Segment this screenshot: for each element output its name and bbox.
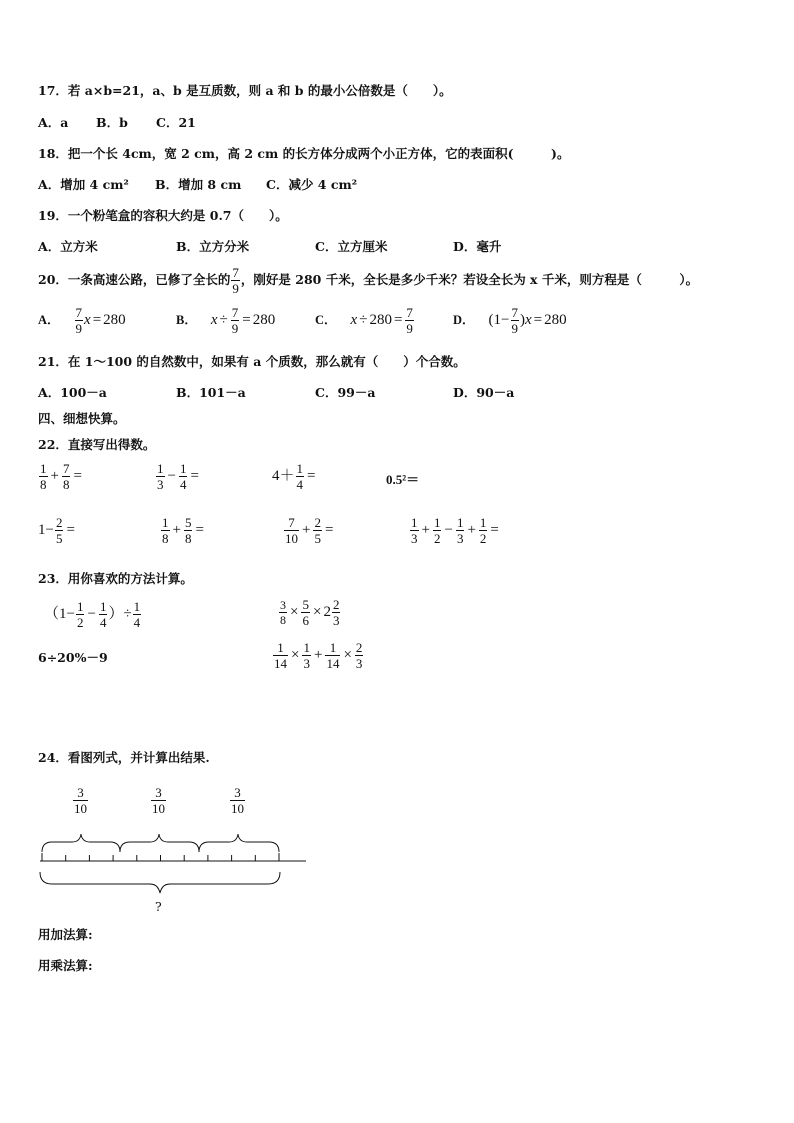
q21-option-d[interactable]: D．90－a [453,385,515,400]
q23-expr-1: （1− $\frac{1}{2}$ − $\frac{1}{4}$ ）÷ $\frac{1}{4}$ [44,599,141,630]
q22-expr-7: $\frac{7}{10}$ + $\frac{2}{5}$ = [285,515,334,546]
q20-fraction: $\frac{7}{9}$ [232,265,239,296]
q24-fraction-3: $\frac{3}{10}$ [231,785,244,816]
q22-expr-4: 0.5²＝ [386,472,420,487]
q18-option-b[interactable]: B．增加 8 cm [155,177,242,192]
q17-option-c[interactable]: C．21 [156,115,196,130]
q24-fraction-1: $\frac{3}{10}$ [74,785,87,816]
q19-option-d[interactable]: D．毫升 [453,239,502,254]
q24-fraction-2: $\frac{3}{10}$ [152,785,165,816]
q19-option-a[interactable]: A．立方米 [38,239,98,254]
q20-option-c[interactable]: C． x ÷ 280 = $\frac{7}{9}$ [315,305,413,336]
q24-text: 24．看图列式，并计算出结果. [38,750,210,765]
q23-expr-2: $\frac{3}{8}$ × $\frac{5}{6}$ × 2 $\frac{2}{3}$ [280,597,340,628]
q22-expr-6: $\frac{1}{8}$ + $\frac{5}{8}$ = [162,515,204,546]
q22-expr-2: $\frac{1}{3}$ − $\frac{1}{4}$ = [157,461,199,492]
q21-text: 21．在 1～100 的自然数中，如果有 a 个质数，那么就有（ ）个合数。 [38,354,466,369]
q18-option-a[interactable]: A．增加 4 cm² [38,177,129,192]
q19-option-b[interactable]: B．立方分米 [176,239,250,254]
section-heading: 四、细想快算。 [38,411,126,426]
q20-option-d[interactable]: D． (1− $\frac{7}{9}$ ) x = 280 [453,305,567,336]
q22-expr-8: $\frac{1}{3}$ + $\frac{1}{2}$ − $\frac{1}{3}$ + $\frac{1}{2}$ = [411,515,499,546]
add-method-label: 用加法算: [38,927,93,942]
q19-option-c[interactable]: C．立方厘米 [315,239,388,254]
q19-text: 19．一个粉笔盒的容积大约是 0.7（ ）。 [38,208,288,223]
mul-method-label: 用乘法算: [38,958,93,973]
q18-text: 18．把一个长 4cm，宽 2 cm，高 2 cm 的长方体分成两个小正方体，它的表面积( )。 [38,146,570,161]
q22-expr-3: 4＋ $\frac{1}{4}$ = [272,461,316,492]
q17-option-b[interactable]: B．b [96,115,128,130]
brace-1 [42,834,120,852]
q23-expr-4: $\frac{1}{14}$ × $\frac{1}{3}$ + $\frac{1}{14}$ × $\frac{2}{3}$ [274,640,363,671]
q17-text: 17．若 a×b=21，a、b 是互质数，则 a 和 b 的最小公倍数是（ ）。 [38,83,452,98]
q24-question-mark: ? [155,899,162,914]
brace-bottom [40,872,280,893]
q22-text: 22．直接写出得数。 [38,437,156,452]
q23-text: 23．用你喜欢的方法计算。 [38,571,193,586]
q22-expr-5: 1− $\frac{2}{5}$ = [38,515,75,546]
q17-option-a[interactable]: A．a [38,115,69,130]
q18-option-c[interactable]: C．减少 4 cm² [266,177,358,192]
q20-text-b: ，刚好是 280 千米，全长是多少千米？若设全长为 x 千米，则方程是（ ）。 [240,272,699,288]
q21-option-b[interactable]: B．101－a [176,385,246,400]
brace-3 [199,834,279,852]
brace-2 [120,834,199,852]
q21-option-c[interactable]: C．99－a [315,385,376,400]
q21-option-a[interactable]: A．100－a [38,385,107,400]
q22-expr-1: $\frac{1}{8}$ + $\frac{7}{8}$ = [40,461,82,492]
q23-expr-3: 6÷20%－9 [38,650,108,665]
q20-option-a[interactable]: A． $\frac{7}{9}$ x = 280 [38,305,126,336]
q20-option-b[interactable]: B． x ÷ $\frac{7}{9}$ = 280 [176,305,276,336]
q20-text-a: 20．一条高速公路，已修了全长的 [38,272,231,288]
